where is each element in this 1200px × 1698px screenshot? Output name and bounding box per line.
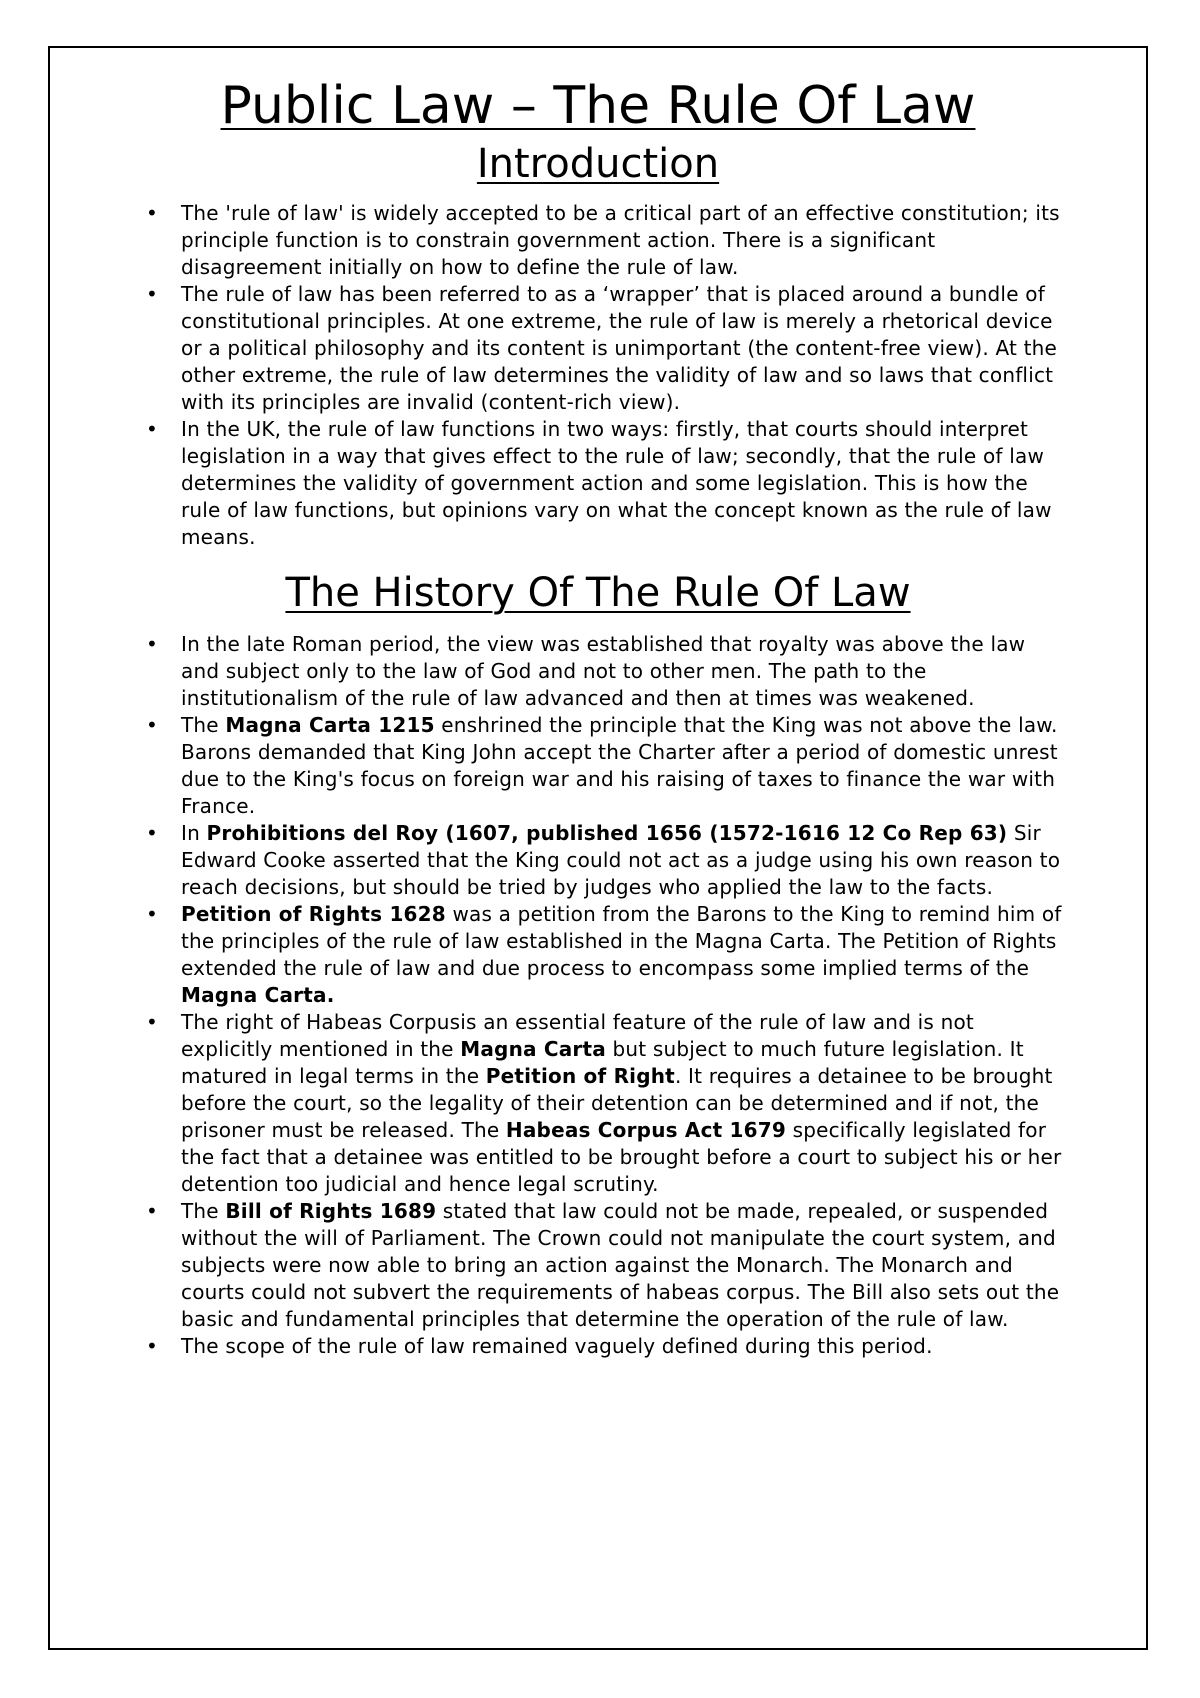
section-heading-history: The History Of The Rule Of Law [285,570,911,616]
list-item [48,631,1148,712]
bullet-icon: • [146,1199,158,1223]
list-item [48,1333,1148,1360]
history-list [48,631,1148,1360]
introduction-list [48,200,1148,551]
list-item [48,281,1148,416]
bold-reference: Magna Carta. [181,983,335,1007]
bullet-icon: • [146,417,158,441]
bullet-icon: • [146,821,158,845]
bullet-icon: • [146,902,158,926]
list-item-text: The rule of law has been referred to as a ‘wrapper’ that is placed around a bundle of constitutional principles. At one extreme, the rule of law is merely a rhetorical device or a political philosophy and its content is unimportant (the content-free view). At the other extreme, the rule of law determines the validity of law and so laws that conflict with its principles are invalid (content-rich view). [181,282,1058,414]
list-item [48,712,1148,820]
document-page [48,46,1148,1360]
list-item-text: The right of Habeas Corpusis an essential feature of the rule of law and is not explicitly mentioned in the [181,1010,974,1061]
list-item [48,1009,1148,1198]
list-item-text: but subject to much future legislation. It matured in legal terms in the [181,1037,1024,1088]
bold-reference: Magna Carta 1215 [225,713,435,737]
bold-reference: Petition of Right [485,1064,675,1088]
bullet-icon: • [146,632,158,656]
list-item-text: In the UK, the rule of law functions in two ways: firstly, that courts should interpret legislation in a way that gives effect to the rule of law; secondly, that the rule of law determines the validity of government action and some legislation. This is how the rule of law functions, but opinions vary on what the concept known as the rule of law means. [181,417,1052,549]
bullet-icon: • [146,201,158,225]
list-item [48,1198,1148,1333]
bold-reference: Petition of Rights 1628 [181,902,446,926]
bullet-icon: • [146,282,158,306]
document-title: Public Law – The Rule Of Law [220,76,976,136]
bold-reference: Prohibitions del Roy (1607, published 1656 (1572-1616 12 Co Rep 63) [206,821,1008,845]
list-item-text: The [181,713,226,737]
list-item [48,901,1148,1009]
list-item [48,416,1148,551]
section-heading-introduction: Introduction [476,141,720,187]
list-item-text: The [181,1199,226,1223]
bold-reference: Habeas Corpus Act 1679 [505,1118,787,1142]
bullet-icon: • [146,1334,158,1358]
list-item-text: Sir Edward Cooke asserted that the King could not act as a judge using his own reason to reach decisions, but should be tried by judges who applied the law to the facts. [181,821,1061,899]
bold-reference: Magna Carta [460,1037,606,1061]
bold-reference: Bill of Rights 1689 [225,1199,437,1223]
list-item-text: was a petition from the Barons to the King to remind him of the principles of the rule of law established in the Magna Carta. The Petition of Rights extended the rule of law and due process to encompass some implied terms of the [181,902,1062,980]
list-item-text: The scope of the rule of law remained vaguely defined during this period. [181,1334,933,1358]
list-item [48,200,1148,281]
list-item-text: enshrined the principle that the King was not above the law. Barons demanded that King John accept the Charter after a period of domestic unrest due to the King's focus on foreign war and his raising of taxes to finance the war with France. [181,713,1058,818]
list-item [48,820,1148,901]
bullet-icon: • [146,1010,158,1034]
list-item-text: The 'rule of law' is widely accepted to be a critical part of an effective constitution; its principle function is to constrain government action. There is a significant disagreement initially on how to define the rule of law. [181,201,1060,279]
list-item-text: In [181,821,207,845]
list-item-text: . It requires a detainee to be brought before the court, so the legality of their detention can be determined and if not, the prisoner must be released. The [181,1064,1053,1142]
list-item-text: stated that law could not be made, repealed, or suspended without the will of Parliament. The Crown could not manipulate the court system, and subjects were now able to bring an action against the Monarch. The Monarch and courts could not subvert the requirements of habeas corpus. The Bill also sets out the basic and fundamental principles that determine the operation of the rule of law. [181,1199,1060,1331]
bullet-icon: • [146,713,158,737]
list-item-text: specifically legislated for the fact that a detainee was entitled to be brought before a court to subject his or her detention too judicial and hence legal scrutiny. [181,1118,1062,1196]
list-item-text: In the late Roman period, the view was established that royalty was above the law and subject only to the law of God and not to other men. The path to the institutionalism of the rule of law advanced and then at times was weakened. [181,632,1026,710]
